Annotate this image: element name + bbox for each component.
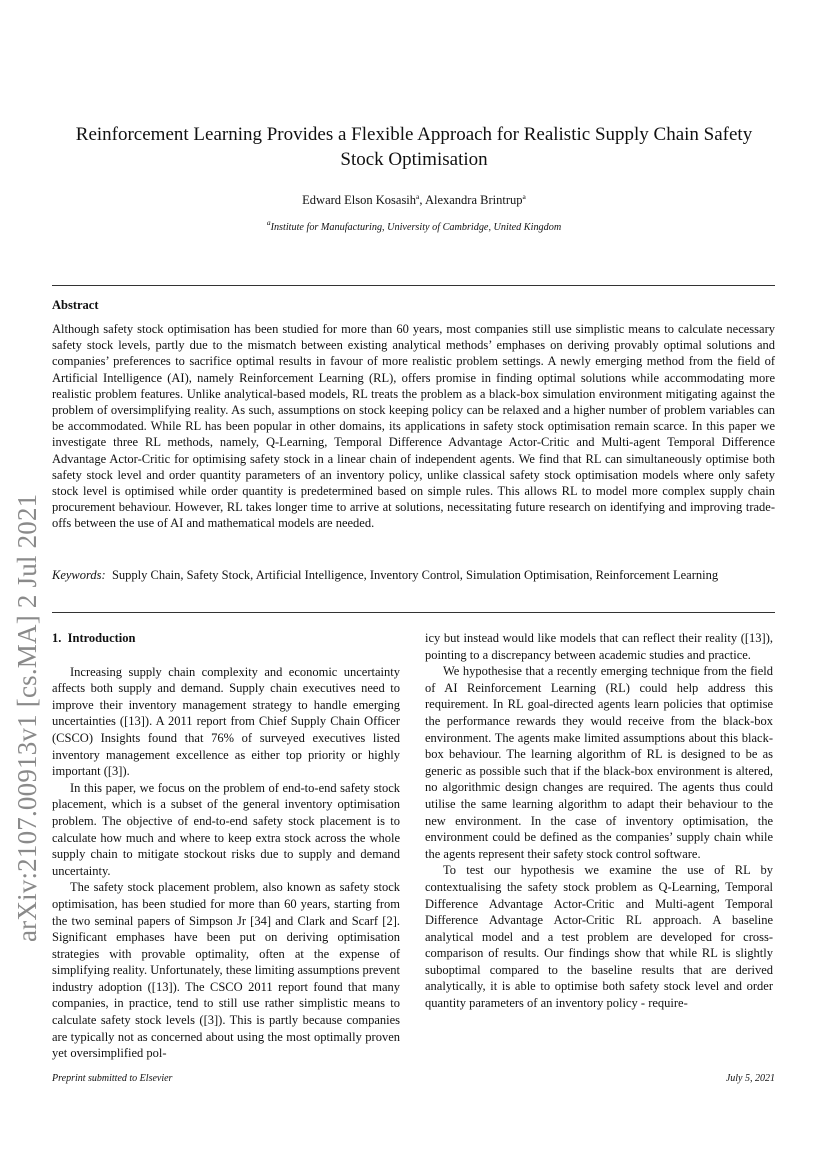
paragraph-continuation: icy but instead would like models that can reflect their reality ([13]), pointing to a discrepancy between academic studies and practice. [425, 631, 773, 662]
abstract-heading: Abstract [52, 298, 99, 312]
author-name: Alexandra Brintrup [424, 193, 523, 207]
affiliation-text: Institute for Manufacturing, University of Cambridge, United Kingdom [270, 222, 562, 233]
top-divider [52, 285, 775, 286]
abstract-text: Although safety stock optimisation has been studied for more than 60 years, most companies still use simplistic means to calculate necessary safety stock levels, partly due to the mismatch between existing analytical methods’ emphases on deriving provably optimal solutions and companies’ preferences to sacrifice optimal results in favour of more realistic problem settings. A newly emerging method from the field of Artificial Intelligence (AI), namely Reinforcement Learning (RL), offers promise in finding optimal solutions while accommodating more realistic problem features. Unlike analytical-based models, RL treats the problem as a black-box simulation environment mitigating against the problem of oversimplifying reality. As such, assumptions on stock keeping policy can be relaxed and a higher number of problem variables can be accommodated. While RL has been popular in other domains, its applications in safety stock optimisation remain scarce. In this paper we investigate three RL methods, namely, Q-Learning, Temporal Difference Advantage Actor-Critic and Multi-agent Temporal Difference Advantage Actor-Critic for optimising safety stock in a linear chain of independent agents. We find that RL can simultaneously optimise both safety stock level and order quantity parameters of an inventory policy, unlike classical safety stock optimisation models where only safety stock level is optimised while order quantity is predetermined based on simple rules. This allows RL to model more complex supply chain procurement behaviour. However, RL takes longer time to arrive at solutions, necessitating future research on identifying and improving trade-offs between the use of AI and mathematical models are needed. [52, 322, 775, 531]
footer-date: July 5, 2021 [725, 1073, 775, 1084]
affiliation [52, 218, 776, 233]
right-column [425, 630, 773, 1012]
section-title: Introduction [67, 631, 136, 645]
affiliation-mark: a [266, 218, 271, 227]
section-number: 1. [52, 631, 62, 645]
arxiv-side-stamp: arXiv:2107.00913v1 [cs.MA] 2 Jul 2021 [12, 493, 42, 942]
affiliation-mark: a [416, 192, 420, 201]
left-column [52, 630, 400, 1062]
author-separator: , [419, 193, 425, 207]
paragraph: We hypothesise that a recently emerging technique from the field of AI Reinforcement Learning (RL) could help address this requirement. In RL goal-directed agents learn policies that optimise the performance rewards they would receive from the black-box environment. The agents make limited assumptions about this black-box behaviour. The learning algorithm of RL is designed to be as generic as possible such that if the black-box environment is altered, no algorithmic design changes are required. The agents thus could utilise the same learning algorithm to adapt their behaviour to the new environment. In the case of inventory optimisation, the environment could be defined as the companies’ supply chain while the agents represent their safety stock control software. [425, 664, 773, 861]
keywords [52, 567, 775, 583]
paragraph: Increasing supply chain complexity and economic uncertainty affects both supply and demand. Supply chain executives need to improve their inventory management strategy to handle emerging uncertainties ([13]). A 2011 report from Chief Supply Chain Officer (CSCO) Insights found that 76% of surveyed executives listed inventory management excellence as either top priority or highly important ([3]). [52, 664, 400, 779]
paragraph: The safety stock placement problem, also known as safety stock optimisation, has been studied for more than 60 years, starting from the two seminal papers of Simpson Jr [34] and Clark and Scarf [2]. Significant emphases have been put on deriving optimisation strategies with provable optimality, often at the expense of simplifying reality. Unfortunately, these limiting assumptions prevent industry adoption ([13]). The CSCO 2011 report found that many companies, in practice, tend to still use rather simplistic means to calculate safety stock levels ([3]). This is partly because companies are typically not as concerned about using the most optimally proven yet oversimplified pol- [52, 880, 400, 1061]
paragraph: In this paper, we focus on the problem of end-to-end safety stock placement, which is a subset of the general inventory optimisation problem. The objective of end-to-end safety stock placement is to calculate how much and where to keep extra stock across the whole supply chain to mitigate stockout risks due to supply and demand uncertainty. [52, 780, 400, 878]
keywords-label: Keywords: [52, 568, 106, 582]
abstract-bottom-divider [52, 612, 775, 613]
footer-preprint-note: Preprint submitted to Elsevier [52, 1073, 173, 1084]
keywords-text: Supply Chain, Safety Stock, Artificial Intelligence, Inventory Control, Simulation Optimisation, Reinforcement Learning [111, 568, 719, 582]
author-name: Edward Elson Kosasih [302, 193, 417, 207]
affiliation-mark: a [522, 192, 526, 201]
paragraph: To test our hypothesis we examine the use of RL by contextualising the safety stock problem as Q-Learning, Temporal Difference Advantage Actor-Critic and Multi-agent Temporal Difference Advantage Actor-Critic RL approach. A baseline analytical model and a test problem are developed for cross-comparison of results. Our findings show that while RL is slightly suboptimal compared to the baseline results that are derived analytically, it is able to optimise both safety stock level and order quantity parameters of an inventory policy - require- [425, 863, 773, 1011]
paper-title: Reinforcement Learning Provides a Flexible Approach for Realistic Supply Chain Safety Stock Optimisation [75, 124, 753, 170]
author-list [52, 193, 776, 208]
section-heading [52, 630, 400, 647]
